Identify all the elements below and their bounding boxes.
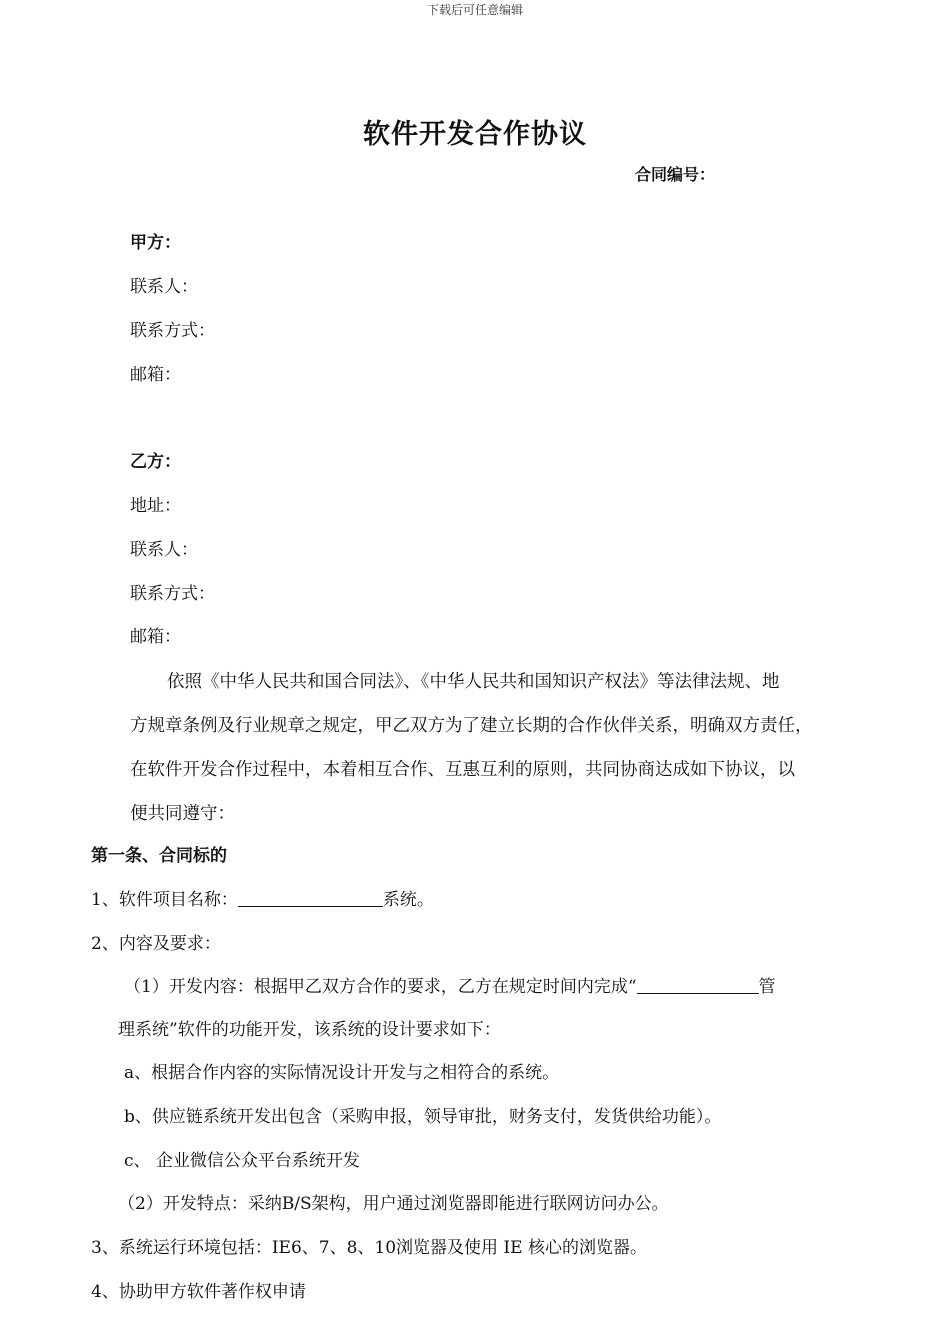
page-header-note: 下载后可任意编辑	[426, 3, 523, 17]
requirement-b: b、供应链系统开发出包含（采购申报，领导审批，财务支付，发货供给功能）。	[124, 1107, 722, 1127]
item-2-content: 2、内容及要求：	[91, 934, 221, 954]
party-a-contact: 联系人：	[130, 277, 198, 297]
preamble-line-2: 方规章条例及行业规章之规定，甲乙双方为了建立长期的合作伙伴关系，明确双方责任，	[130, 716, 813, 736]
sub-1-suffix: 管	[758, 977, 776, 997]
party-b-label: 乙方：	[130, 452, 181, 472]
preamble-line-1: 依照《中华人民共和国合同法》、《中华人民共和国知识产权法》等法律法规、地	[167, 672, 780, 692]
project-name-blank	[238, 888, 383, 907]
sub-2-features: （2）开发特点：采纳B/S架构，用户通过浏览器即能进行联网访问办公。	[118, 1194, 669, 1214]
sub-1-continuation: 理系统”软件的功能开发，该系统的设计要求如下：	[118, 1020, 501, 1040]
article-1-heading: 第一条、合同标的	[91, 846, 227, 866]
sub-1-development	[124, 972, 776, 997]
item-4-copyright: 4、协助甲方软件著作权申请	[91, 1282, 306, 1302]
party-b-phone: 联系方式：	[130, 584, 215, 604]
item-1-suffix: 系统。	[382, 890, 434, 910]
preamble-paragraph	[130, 660, 870, 836]
document-title: 软件开发合作协议	[363, 119, 587, 150]
party-a-label: 甲方：	[130, 233, 181, 253]
requirement-a: a、根据合作内容的实际情况设计开发与之相符合的系统。	[124, 1063, 560, 1083]
party-b-contact: 联系人：	[130, 540, 198, 560]
sub-1-prefix: （1）开发内容：根据甲乙双方合作的要求，乙方在规定时间内完成“	[124, 977, 637, 997]
item-1-prefix: 1、软件项目名称：	[91, 890, 238, 910]
preamble-line-3: 在软件开发合作过程中，本着相互合作、互惠互利的原则，共同协商达成如下协议，以	[130, 760, 795, 780]
contract-number-label: 合同编号：	[635, 165, 716, 184]
party-b-address: 地址：	[130, 496, 181, 516]
party-b-email: 邮箱：	[130, 627, 181, 647]
item-1-project-name	[91, 885, 434, 910]
party-a-phone: 联系方式：	[130, 321, 215, 341]
requirement-c: c、 企业微信公众平台系统开发	[124, 1151, 360, 1171]
system-name-blank	[637, 975, 759, 994]
item-3-environment: 3、系统运行环境包括：IE6、7、8、10浏览器及使用 IE 核心的浏览器。	[91, 1238, 647, 1258]
party-a-email: 邮箱：	[130, 365, 181, 385]
preamble-line-4: 便共同遵守：	[130, 804, 235, 824]
